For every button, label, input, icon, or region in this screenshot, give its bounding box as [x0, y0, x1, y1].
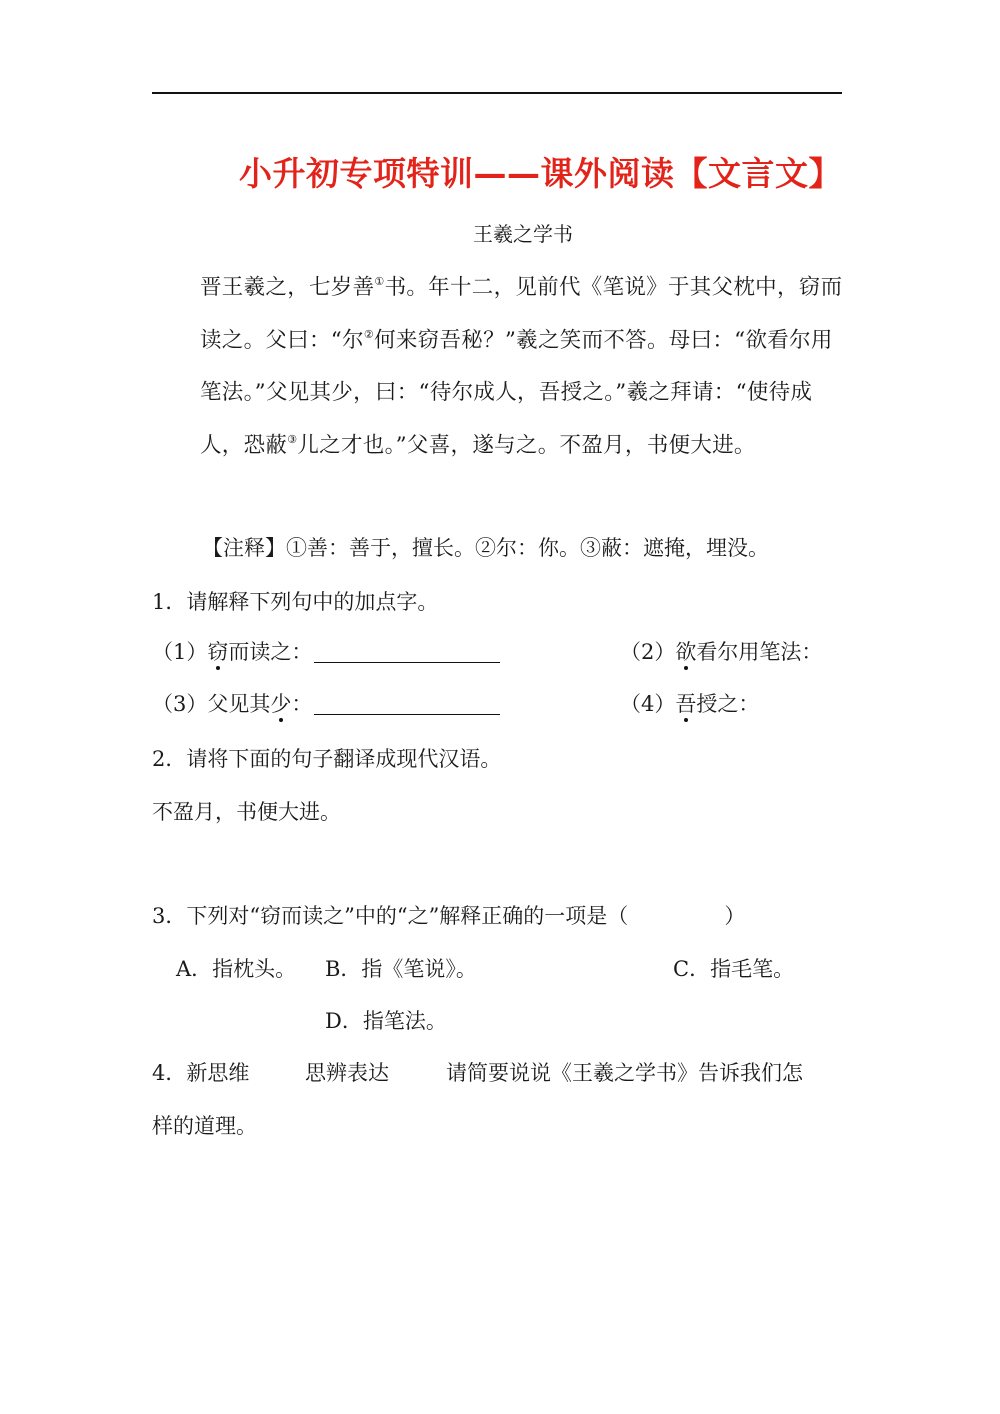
question-4-text: 请简要说说《王羲之学书》告诉我们怎 [446, 1061, 803, 1085]
question-2-sentence: 不盈月，书便大进。 [152, 800, 341, 824]
option-b: B．指《笔说》。 [325, 957, 477, 981]
item-text: 授之： [696, 692, 760, 716]
passage-paragraph [152, 262, 844, 472]
passage-text: 何来窃吾秘？”羲之笑而不答。母曰：“欲看尔用笔法。”父见其少，曰：“待尔成人，吾授之。”羲之拜请：“使待成人，恐蔽 [200, 327, 833, 458]
item-label: （2） [620, 640, 676, 664]
question-1-item-4 [620, 687, 759, 721]
footnote-mark-2: ② [363, 327, 375, 341]
question-4-tag: 思辨表达 [305, 1061, 389, 1085]
article-passage [152, 262, 844, 472]
question-1-item-2 [620, 635, 822, 669]
question-2-stem: 2．请将下面的句子翻译成现代汉语。 [152, 747, 502, 771]
item-text: 看尔用笔法： [696, 640, 823, 664]
item-label: （4） [620, 692, 676, 716]
answer-blank[interactable] [314, 692, 500, 715]
dotted-character: 少 [270, 692, 292, 716]
question-4-text-cont: 样的道理。 [152, 1114, 257, 1138]
question-1-item-3 [152, 687, 500, 721]
footnote-mark-1: ① [374, 275, 385, 288]
passage-text: 儿之才也。”父喜，遂与之。不盈月，书便大进。 [297, 432, 756, 458]
item-text: ： [291, 692, 313, 716]
dotted-character: 欲 [675, 640, 697, 664]
question-1-stem: 1．请解释下列句中的加点字。 [152, 590, 439, 614]
annotation-notes: 【注释】①善：善于，擅长。②尔：你。③蔽：遮掩，埋没。 [202, 536, 769, 560]
passage-text: 晋王羲之，七岁善 [200, 275, 375, 300]
page-title: 小升初专项特训——课外阅读【文言文】 [239, 154, 842, 193]
paren-close: ） [724, 904, 746, 928]
answer-blank[interactable] [314, 640, 500, 663]
header-rule [152, 92, 842, 94]
dotted-character: 吾 [675, 692, 697, 716]
item-label: （3）父见其 [152, 692, 271, 716]
article-title: 王羲之学书 [473, 222, 573, 246]
footnote-mark-3: ③ [287, 432, 298, 446]
item-text: 而读之： [228, 640, 313, 664]
question-3-text: 3．下列对“窃而读之”中的“之”解释正确的一项是（ [152, 904, 629, 928]
dotted-character: 窃 [207, 640, 229, 664]
question-1-item-1 [152, 635, 500, 669]
option-a: A．指枕头。 [176, 957, 297, 981]
item-label: （1） [152, 640, 208, 664]
question-3-stem [152, 899, 745, 933]
question-4-number: 4．新思维 [152, 1061, 250, 1085]
option-c: C．指毛笔。 [673, 957, 795, 981]
option-d: D．指笔法。 [325, 1009, 447, 1033]
passage-text: 书。年十二，见前代《笔说》于其父枕中，窃而读之。父曰：“尔 [200, 275, 843, 353]
